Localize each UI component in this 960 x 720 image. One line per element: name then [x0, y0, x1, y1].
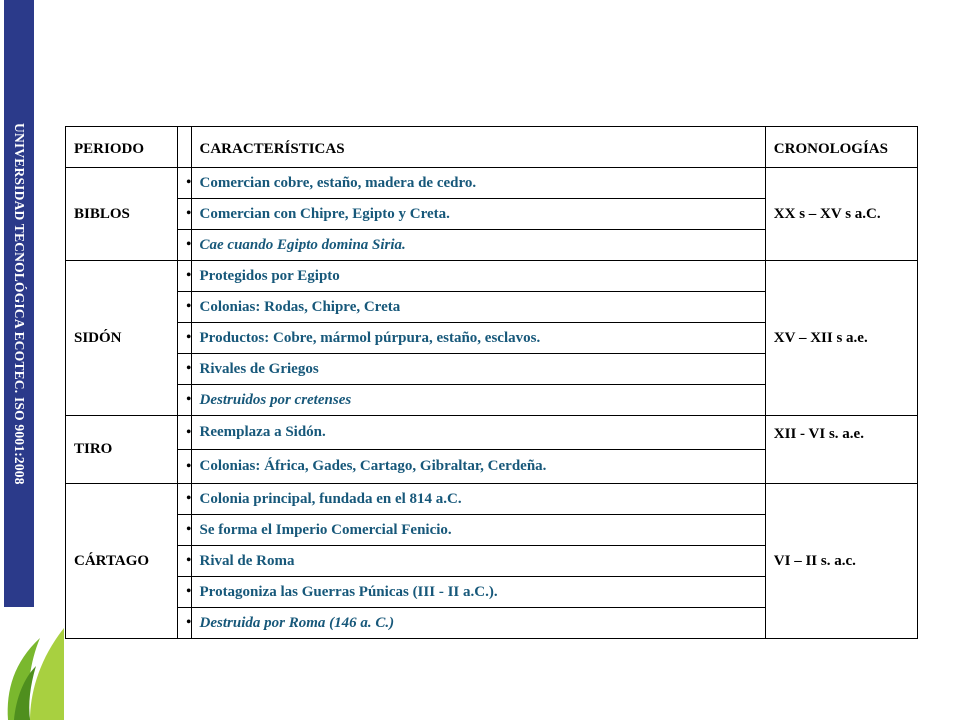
- characteristic-cell: Colonias: Rodas, Chipre, Creta: [191, 292, 765, 323]
- characteristic-cell: Comercian cobre, estaño, madera de cedro.: [191, 168, 765, 199]
- bullet-icon: •: [178, 450, 191, 484]
- sidebar: [0, 0, 64, 720]
- university-name: UNIVERSIDAD TECNOLÓGICA ECOTEC. ISO 9001:2008: [12, 122, 27, 485]
- bullet-icon: •: [178, 230, 191, 261]
- leaf-logo-icon: [0, 600, 64, 720]
- characteristic-cell: Se forma el Imperio Comercial Fenicio.: [191, 515, 765, 546]
- chronology-cell: VI – II s. a.c.: [765, 484, 917, 639]
- header-characteristics: CARACTERÍSTICAS: [191, 127, 765, 168]
- table-row: [66, 416, 918, 450]
- bullet-icon: •: [178, 261, 191, 292]
- bullet-icon: •: [178, 323, 191, 354]
- characteristic-cell: Reemplaza a Sidón.: [191, 416, 765, 450]
- period-cell: CÁRTAGO: [66, 484, 178, 639]
- bullet-icon: •: [178, 292, 191, 323]
- characteristic-cell: Rivales de Griegos: [191, 354, 765, 385]
- bullet-icon: •: [178, 199, 191, 230]
- bullet-icon: •: [178, 546, 191, 577]
- period-cell: SIDÓN: [66, 261, 178, 416]
- table-row: [66, 484, 918, 515]
- header-period: PERIODO: [66, 127, 178, 168]
- bullet-icon: •: [178, 385, 191, 416]
- table-row: [66, 168, 918, 199]
- bullet-icon: •: [178, 354, 191, 385]
- university-band: [4, 0, 34, 607]
- characteristic-cell: Colonias: África, Gades, Cartago, Gibraltar, Cerdeña.: [191, 450, 765, 484]
- table-header-row: [66, 127, 918, 168]
- characteristic-cell: Protegidos por Egipto: [191, 261, 765, 292]
- period-cell: BIBLOS: [66, 168, 178, 261]
- chronology-cell: XV – XII s a.e.: [765, 261, 917, 416]
- chronology-cell: XII - VI s. a.e.: [765, 416, 917, 484]
- characteristic-cell: Rival de Roma: [191, 546, 765, 577]
- header-blank: [178, 127, 191, 168]
- characteristic-cell: Cae cuando Egipto domina Siria.: [191, 230, 765, 261]
- bullet-icon: •: [178, 168, 191, 199]
- bullet-icon: •: [178, 515, 191, 546]
- characteristic-cell: Destruida por Roma (146 a. C.): [191, 608, 765, 639]
- header-chronology: CRONOLOGÍAS: [765, 127, 917, 168]
- bullet-icon: •: [178, 484, 191, 515]
- characteristic-cell: Productos: Cobre, mármol púrpura, estaño, esclavos.: [191, 323, 765, 354]
- bullet-icon: •: [178, 577, 191, 608]
- chronology-cell: XX s – XV s a.C.: [765, 168, 917, 261]
- bullet-icon: •: [178, 608, 191, 639]
- bullet-icon: •: [178, 416, 191, 450]
- characteristic-cell: Comercian con Chipre, Egipto y Creta.: [191, 199, 765, 230]
- phoenician-periods-table: [65, 126, 918, 639]
- characteristic-cell: Protagoniza las Guerras Púnicas (III - II a.C.).: [191, 577, 765, 608]
- characteristic-cell: Colonia principal, fundada en el 814 a.C.: [191, 484, 765, 515]
- period-cell: TIRO: [66, 416, 178, 484]
- table-row: [66, 261, 918, 292]
- characteristic-cell: Destruidos por cretenses: [191, 385, 765, 416]
